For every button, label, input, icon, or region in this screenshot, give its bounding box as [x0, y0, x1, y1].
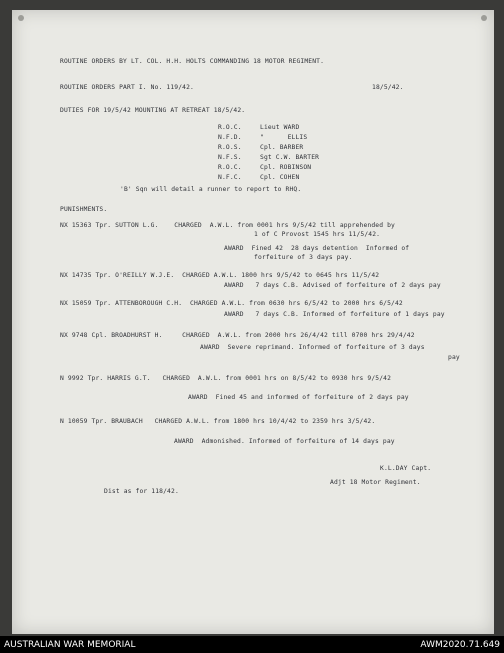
award-line: forfeiture of 3 days pay.	[254, 254, 353, 261]
duty-name: Cpl. BARBER	[260, 144, 304, 151]
duty-role: N.F.C.	[218, 174, 242, 181]
charge-line: N 10059 Tpr. BRAUBACH CHARGED A.W.L. from 1800 hrs 10/4/42 to 2359 hrs 3/5/42.	[60, 418, 376, 425]
duty-role: N.F.S.	[218, 154, 242, 161]
signature-title: Adjt 18 Motor Regiment.	[330, 479, 421, 486]
duties-heading: DUTIES FOR 19/5/42 MOUNTING AT RETREAT 18/5/42.	[60, 107, 246, 114]
duty-name: Cpl. ROBINSON	[260, 164, 312, 171]
footer-institution: AUSTRALIAN WAR MEMORIAL	[4, 640, 136, 650]
punch-hole	[18, 15, 24, 21]
charge-line: NX 14735 Tpr. O'REILLY W.J.E. CHARGED A.W.L. 1800 hrs 9/5/42 to 0645 hrs 11/5/42	[60, 272, 380, 279]
archive-footer	[0, 636, 504, 653]
duty-name: Lieut WARD	[260, 124, 300, 131]
punch-hole	[481, 15, 487, 21]
duty-role: R.O.C.	[218, 124, 242, 131]
award-line: AWARD Severe reprimand. Informed of forfeiture of 3 days	[200, 344, 425, 351]
duty-role: N.F.D.	[218, 134, 242, 141]
award-line: AWARD Fined 45 and informed of forfeiture of 2 days pay	[188, 394, 409, 401]
distribution-note: Dist as for 118/42.	[104, 488, 179, 495]
charge-line: NX 15363 Tpr. SUTTON L.G. CHARGED A.W.L. from 0001 hrs 9/5/42 till apprehended by	[60, 222, 395, 229]
award-line: AWARD Admonished. Informed of forfeiture of 14 days pay	[174, 438, 395, 445]
award-line: pay	[448, 354, 460, 361]
order-part-number: ROUTINE ORDERS PART I. No. 119/42.	[60, 84, 194, 91]
duty-role: R.O.C.	[218, 164, 242, 171]
charge-line: 1 of C Provost 1545 hrs 11/5/42.	[254, 231, 381, 238]
award-line: AWARD 7 days C.B. Advised of forfeiture of 2 days pay	[224, 282, 441, 289]
footer-accession-number: AWM2020.71.649	[420, 640, 500, 650]
duty-name: Cpl. COHEN	[260, 174, 300, 181]
charge-line: NX 15059 Tpr. ATTENBOROUGH C.H. CHARGED A.W.L. from 0630 hrs 6/5/42 to 2000 hrs 6/5/42	[60, 300, 403, 307]
duty-role: R.O.S.	[218, 144, 242, 151]
charge-line: N 9992 Tpr. HARRIS G.T. CHARGED A.W.L. from 0001 hrs on 8/5/42 to 0930 hrs 9/5/42	[60, 375, 392, 382]
order-date: 18/5/42.	[372, 84, 404, 91]
order-title: ROUTINE ORDERS BY LT. COL. H.H. HOLTS COMMANDING 18 MOTOR REGIMENT.	[60, 58, 325, 65]
document-page	[12, 10, 494, 634]
duty-name: " ELLIS	[260, 134, 308, 141]
runner-note: 'B' Sqn will detail a runner to report to RHQ.	[120, 186, 302, 193]
charge-line: NX 9748 Cpl. BROADHURST H. CHARGED A.W.L. from 2000 hrs 26/4/42 till 0700 hrs 29/4/42	[60, 332, 415, 339]
signature-name: K.L.DAY Capt.	[380, 465, 432, 472]
duty-name: Sgt C.W. BARTER	[260, 154, 320, 161]
award-line: AWARD 7 days C.B. Informed of forfeiture of 1 days pay	[224, 311, 445, 318]
punishments-heading: PUNISHMENTS.	[60, 206, 108, 213]
award-line: AWARD Fined 42 28 days detention Informed of	[224, 245, 410, 252]
